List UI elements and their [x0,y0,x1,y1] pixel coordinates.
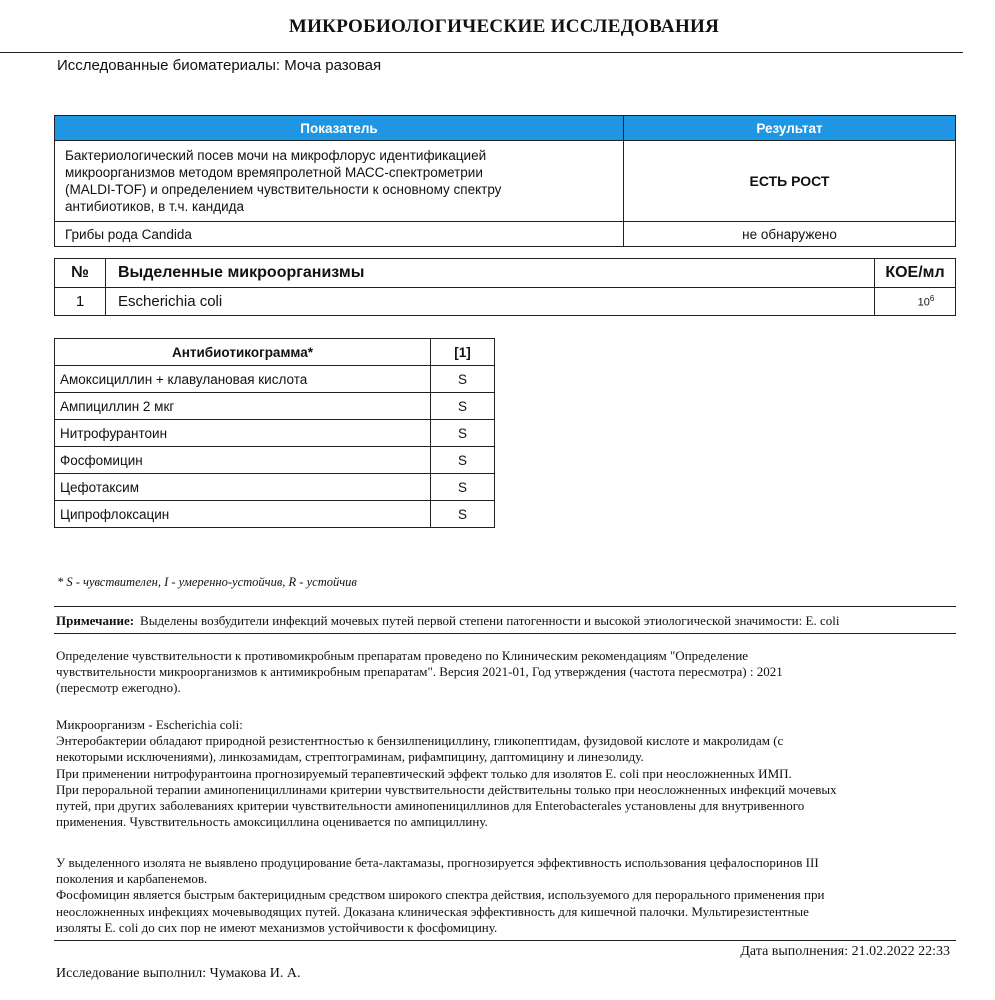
growth-result: ЕСТЬ РОСТ [624,141,956,222]
antibiotic-name: Ципрофлоксацин [55,501,431,528]
susceptibility-value: S [431,366,495,393]
description-line: (MALDI-TOF) и определением чувствительности к основному спектру [65,182,502,197]
results-table [54,115,956,247]
susceptibility-value: S [431,474,495,501]
antibiotic-name: Ампициллин 2 мкг [55,393,431,420]
antibiotic-name: Цефотаксим [55,474,431,501]
note-line [56,613,839,629]
note-label: Примечание: [56,613,135,628]
antibiotic-name: Нитрофурантоин [55,420,431,447]
antibiogram-table [54,338,495,528]
cfu-header: КОЕ/мл [875,259,956,288]
susceptibility-value: S [431,447,495,474]
title-divider [0,52,963,53]
susceptibility-value: S [431,393,495,420]
cfu-exponent: 6 [929,294,935,304]
table-row [55,474,495,501]
paragraph-line: некоторыми исключениями), линкозамидам, стрептограминам, рифампицину, даптомицину и линезолиду. [56,749,644,765]
antibiogram-header: Антибиотикограмма* [55,339,431,366]
microorganisms-table [54,258,956,316]
cfu-base: 10 [917,297,930,309]
microorganisms-header-row [55,259,956,288]
note-bottom-divider [54,633,956,634]
methodology-paragraph [56,648,956,697]
performer-line: Исследование выполнил: Чумакова И. А. [56,966,301,981]
number-header: № [55,259,106,288]
paragraph-line: Энтеробактерии обладают природной резистентностью к бензилпенициллину, гликопептидам, фузидовой кислоте и макролидам (с [56,733,784,749]
candida-label: Грибы рода Candida [55,222,624,247]
microorganism-number: 1 [55,288,106,316]
table-row [55,288,956,316]
bacteriological-culture-description [55,141,624,222]
note-text: Выделены возбудители инфекций мочевых путей первой степени патогенности и высокой этиологической значимости: E. coli [140,613,840,628]
paragraph-line: неосложненных инфекциях мочевыводящих путей. Доказана клиническая эффективность для кишечной палочки. Мультирезистентные [56,903,809,919]
microorganism-header: Выделенные микроорганизмы [106,259,875,288]
antibiotic-name: Фосфомицин [55,447,431,474]
table-row [55,447,495,474]
paragraph-line: При применении нитрофурантоина прогнозируемый терапевтический эффект только для изолятов E. coli при неосложненных ИМП. [56,765,792,781]
table-row [55,393,495,420]
isolate-column-header: [1] [431,339,495,366]
antibiogram-header-row [55,339,495,366]
table-row [55,501,495,528]
description-line: микроорганизмов методом времяпролетной МАСС-спектрометрии [65,165,483,180]
beta-lactamase-paragraph [56,855,956,936]
description-line: Бактериологический посев мочи на микрофлорус идентификацией [65,148,487,163]
results-header-row [55,116,956,141]
paragraph-line: Фосфомицин является быстрым бактерицидным средством широкого спектра действия, используемого для перорального применения при [56,887,825,903]
antibiotic-name: Амоксициллин + клавулановая кислота [55,366,431,393]
microorganism-notes-paragraph [56,717,956,830]
page-title: МИКРОБИОЛОГИЧЕСКИЕ ИССЛЕДОВАНИЯ [288,16,720,37]
paragraph-line: применения. Чувствительность амоксициллина оценивается по ампициллину. [56,814,488,830]
paragraph-line: При пероральной терапии аминопенициллинами критерии чувствительности действительны только при неосложненных инфекций мочевых [56,781,837,797]
microorganism-name: Escherichia coli [106,288,875,316]
susceptibility-value: S [431,420,495,447]
table-row [55,420,495,447]
footer-divider [54,940,956,941]
paragraph-line: путей, при других заболеваниях критерии чувствительности аминопенициллинов для Enterobacterales установлены для внутривенного [56,798,805,814]
paragraph-line: У выделенного изолята не выявлено продуцирование бета-лактамазы, прогнозируется эффективность использования цефалоспоринов III [56,855,819,870]
paragraph-line: чувствительности микроорганизмов к антимикробным препаратам". Версия 2021-01, Год утверждения (частота пересмотра) : 2021 [56,664,783,680]
candida-result: не обнаружено [624,222,956,247]
paragraph-line: поколения и карбапенемов. [56,871,208,887]
table-row [55,222,956,247]
paragraph-line: Микроорганизм - Escherichia coli: [56,717,243,732]
susceptibility-value: S [431,501,495,528]
note-top-divider [54,606,956,607]
description-line: антибиотиков, в т.ч. кандида [65,199,245,214]
paragraph-line: Определение чувствительности к противомикробным препаратам проведено по Клиническим рекомендациям "Определение [56,648,749,663]
completion-date: Дата выполнения: 21.02.2022 22:33 [740,944,950,959]
cfu-value [875,288,956,316]
paragraph-line: (пересмотр ежегодно). [56,680,181,696]
indicator-header: Показатель [55,116,624,141]
paragraph-line: изоляты E. coli до сих пор не имеют механизмов устойчивости к фосфомицину. [56,919,498,935]
table-row [55,366,495,393]
table-row [55,141,956,222]
biomaterials-line: Исследованные биоматериалы: Моча разовая [57,57,382,74]
result-header: Результат [624,116,956,141]
susceptibility-legend: * S - чувствителен, I - умеренно-устойчив, R - устойчив [57,575,357,589]
